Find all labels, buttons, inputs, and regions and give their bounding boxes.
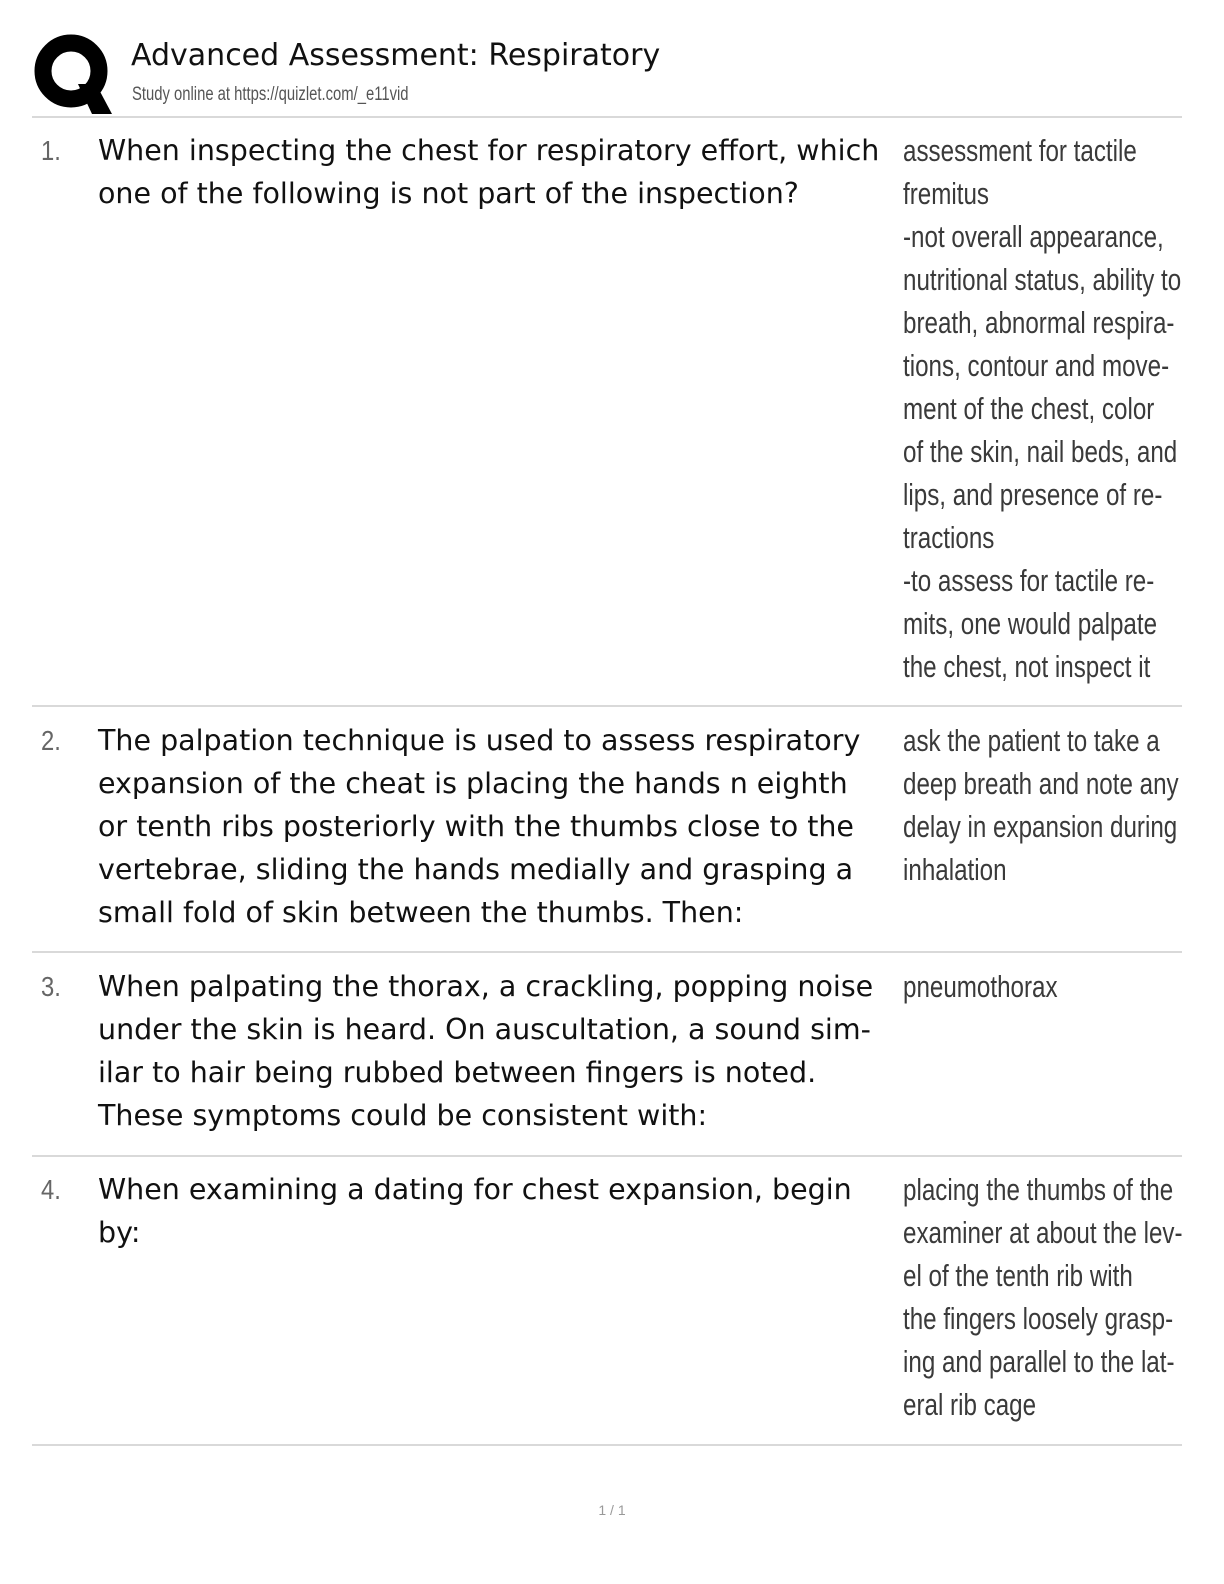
card-term: When inspecting the chest for respiratory effort, which one of the following is not part of the inspection?	[98, 134, 880, 210]
page-title: Advanced Assessment: Respiratory	[131, 38, 661, 73]
card-definition: placing the thumbs of the examiner at about the lev- el of the tenth rib with the fingers loosely grasp- ing and parallel to the lat- eral rib cage	[903, 1172, 1183, 1422]
card-number: 2.	[41, 725, 61, 756]
divider	[32, 116, 1182, 118]
divider	[32, 951, 1182, 953]
card-term: The palpation technique is used to assess respiratory expansion of the cheat is placing the hands n eighth or tenth ribs posteriorly with the thumbs close to the vertebrae, sliding the hands medially and grasping a small fold of skin between the thumbs. Then:	[98, 724, 861, 929]
card-definition: assessment for tactile fremitus -not overall appearance, nutritional status, ability to breath, abnormal respira- tions, contour and move- ment of the chest, color of the skin, nail beds, and lips, and presence of re- tractions -to assess for tactile re- mits, one would palpate the chest, not inspect it	[903, 133, 1182, 684]
study-online-link[interactable]: Study online at https://quizlet.com/_e11vid	[132, 84, 409, 105]
card-number: 3.	[41, 971, 61, 1002]
quizlet-logo-icon	[34, 34, 114, 114]
page-indicator: 1 / 1	[598, 1502, 626, 1518]
card-term: When examining a dating for chest expansion, begin by:	[98, 1173, 852, 1249]
page-header	[34, 34, 1182, 116]
card-definition: ask the patient to take a deep breath and note any delay in expansion during inhalation	[903, 723, 1179, 887]
card-number: 1.	[41, 135, 61, 166]
divider	[32, 705, 1182, 707]
divider	[32, 1444, 1182, 1446]
card-term: When palpating the thorax, a crackling, popping noise under the skin is heard. On auscultation, a sound sim- ilar to hair being rubbed between fingers is noted. These symptoms could be consistent with:	[98, 970, 874, 1132]
card-number: 4.	[41, 1174, 61, 1205]
card-definition: pneumothorax	[903, 969, 1058, 1004]
divider	[32, 1155, 1182, 1157]
